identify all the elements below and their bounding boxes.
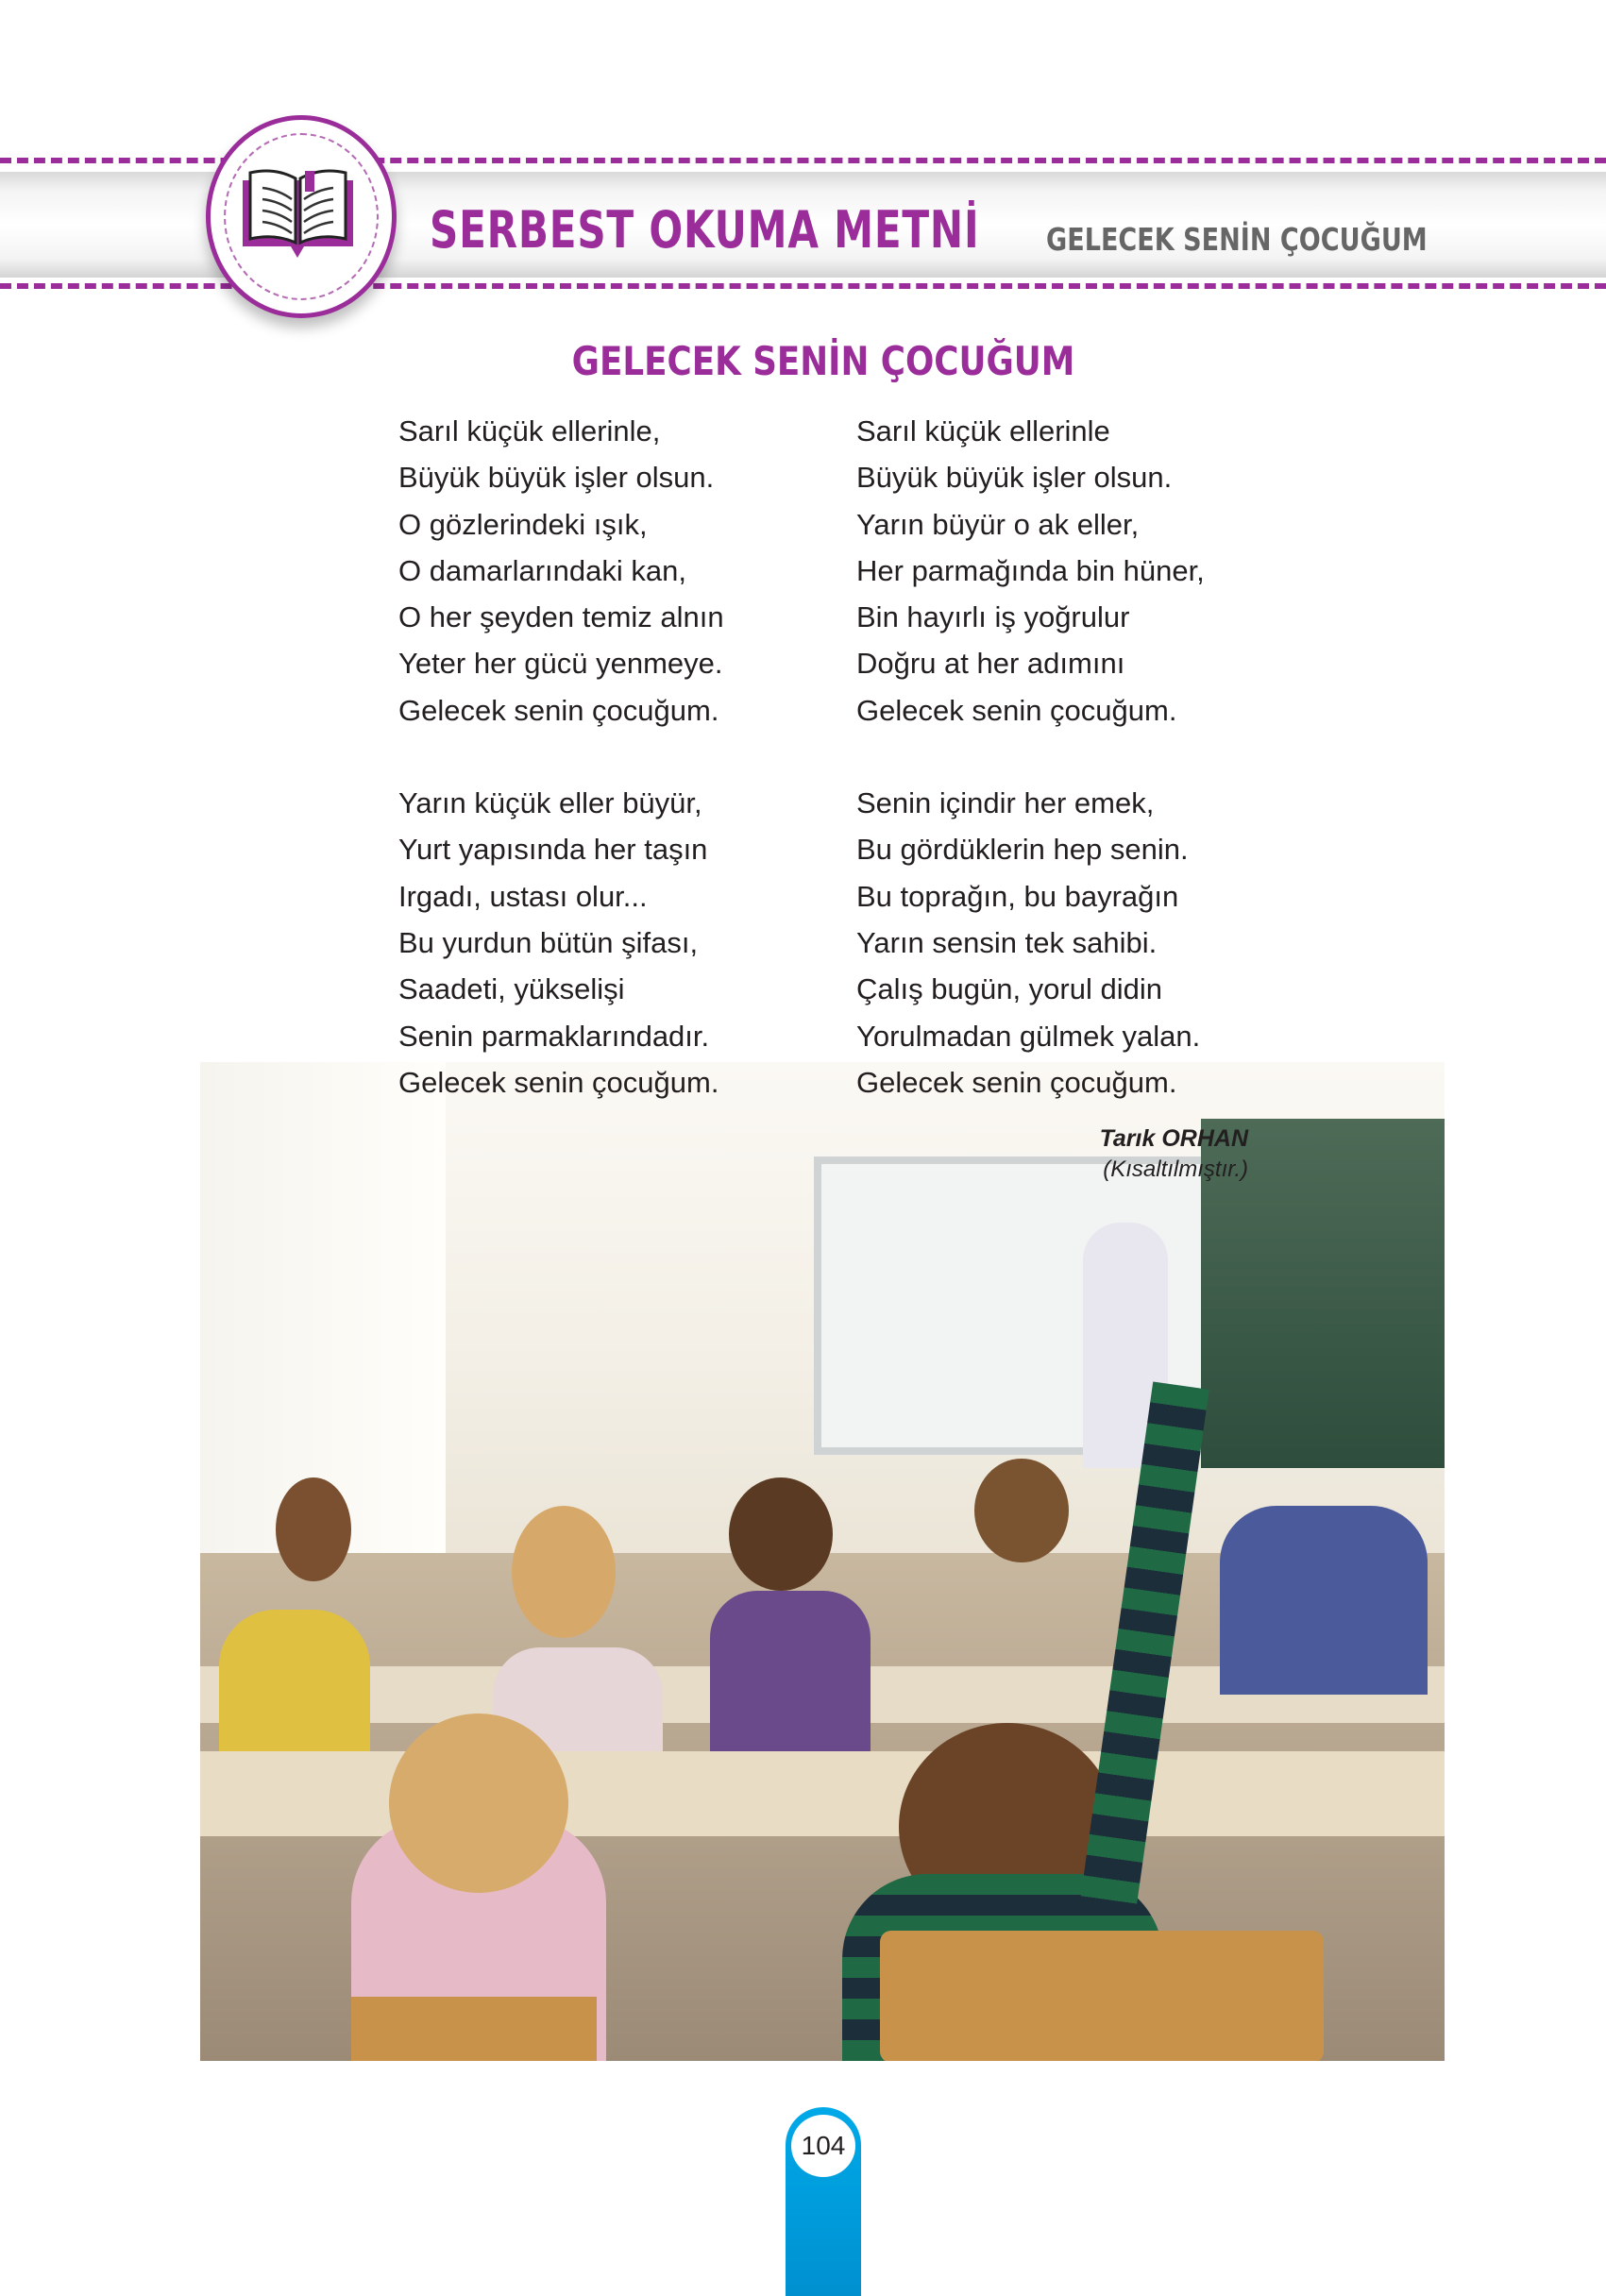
poem-line: Irgadı, ustası olur... [398, 879, 648, 913]
poem-left-column [398, 408, 724, 1152]
poem-line: O her şeyden temiz alnın [398, 600, 724, 634]
stanza-4 [856, 780, 1205, 1106]
poem-line: O damarlarındaki kan, [398, 553, 686, 587]
poem-line: Gelecek senin çocuğum. [398, 1065, 719, 1099]
poem-line: Bu yurdun bütün şifası, [398, 925, 699, 959]
poem-line: Saadeti, yükselişi [398, 972, 625, 1006]
poem-line: Yurt yapısında her taşın [398, 833, 708, 867]
stanza-2 [856, 408, 1205, 734]
abridged-note: (Kısaltılmıştır.) [1103, 1156, 1248, 1182]
header-subtitle: GELECEK SENİN ÇOCUĞUM [1046, 221, 1428, 258]
poem-line: Çalış bugün, yorul didin [856, 972, 1162, 1006]
stanza-3 [398, 780, 724, 1106]
classroom-photo [200, 1062, 1445, 2061]
poem-line: Sarıl küçük ellerinle, [398, 414, 661, 447]
stanza-1 [398, 408, 724, 734]
poem-line: Senin parmaklarındadır. [398, 1019, 710, 1053]
poem-line: Bin hayırlı iş yoğrulur [856, 600, 1130, 634]
page-number: 104 [791, 2115, 855, 2177]
poem-line: Yarın büyür o ak eller, [856, 507, 1140, 541]
poem-line: Yeter her gücü yenmeye. [398, 647, 723, 681]
poem-title: GELECEK SENİN ÇOCUĞUM [571, 338, 1075, 384]
poem-line: Büyük büyük işler olsun. [398, 461, 715, 495]
poem-line: Bu toprağın, bu bayrağın [856, 879, 1179, 913]
poem-line: Gelecek senin çocuğum. [856, 1065, 1177, 1099]
poem-line: Her parmağında bin hüner, [856, 553, 1205, 587]
poem-attribution [1100, 1125, 1248, 1183]
header-badge [206, 115, 397, 318]
poem-right-column [856, 408, 1205, 1152]
poem-line: Yarın küçük eller büyür, [398, 786, 702, 820]
poem-line: Doğru at her adımını [856, 647, 1125, 681]
author-name: Tarık ORHAN [1099, 1125, 1248, 1152]
poem-line: Büyük büyük işler olsun. [856, 461, 1173, 495]
poem-line: Yorulmadan gülmek yalan. [856, 1019, 1201, 1053]
poem-line: Sarıl küçük ellerinle [856, 414, 1110, 447]
poem-line: Gelecek senin çocuğum. [856, 693, 1177, 727]
poem-line: Yarın sensin tek sahibi. [856, 925, 1158, 959]
poem-line: Senin içindir her emek, [856, 786, 1155, 820]
section-title: SERBEST OKUMA METNİ [430, 200, 980, 260]
poem-line: Gelecek senin çocuğum. [398, 693, 719, 727]
open-book-icon [239, 167, 357, 262]
poem-line: O gözlerindeki ışık, [398, 507, 648, 541]
poem-line: Bu gördüklerin hep senin. [856, 833, 1189, 867]
